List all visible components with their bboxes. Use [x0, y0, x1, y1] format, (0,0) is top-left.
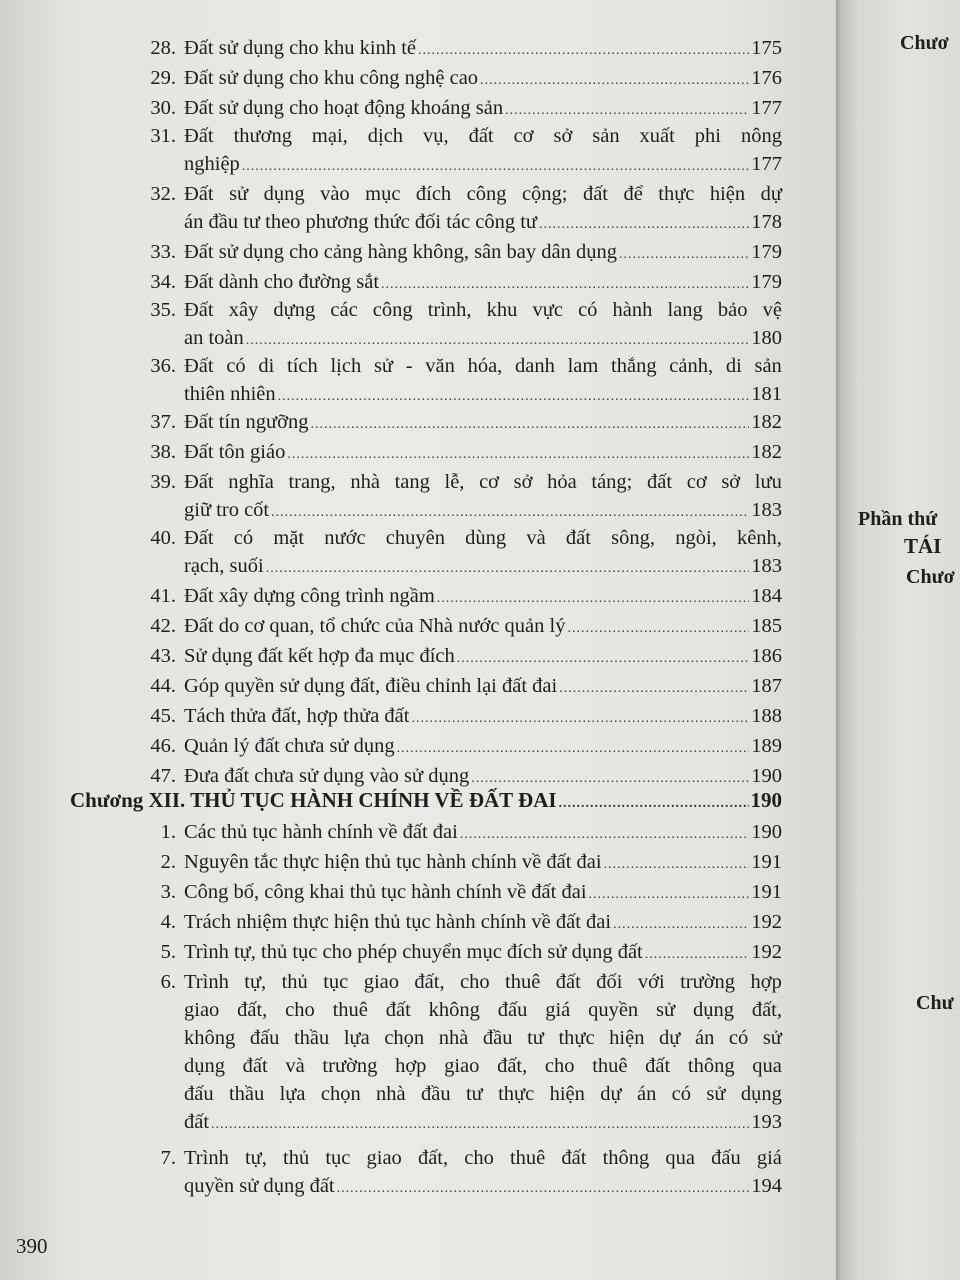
dot-leader: [337, 1175, 750, 1203]
toc-entry-line: [184, 908, 782, 936]
toc-entry: [146, 64, 782, 92]
toc-entry-page: 184: [751, 585, 782, 607]
toc-entry-page: 189: [751, 735, 782, 757]
toc-entry-title: Trình tự, thủ tục cho phép chuyển mục đích sử dụng đất: [184, 941, 643, 963]
toc-entry-page: 177: [751, 153, 782, 175]
toc-entry-number: 5.: [160, 941, 176, 963]
toc-entry-number: 28.: [150, 37, 176, 59]
toc-entry-title: Đất sử dụng cho khu công nghệ cao: [184, 67, 479, 89]
toc-entry-title: Đất sử dụng cho khu kinh tế: [184, 37, 417, 59]
toc-entry-line: đấu thầu lựa chọn nhà đầu tư thực hiện dự án có sử dụng: [184, 1083, 782, 1105]
toc-entry: [146, 438, 782, 466]
toc-entry-page: 190: [751, 821, 782, 843]
toc-entry-line: [184, 848, 782, 876]
toc-entry-line: [184, 238, 782, 266]
toc-entry-line: Đất xây dựng các công trình, khu vực có hành lang bảo vệ: [184, 299, 782, 321]
dot-leader: [471, 765, 749, 793]
toc-entry: [146, 296, 782, 352]
toc-entry-line: [184, 1108, 782, 1136]
toc-entry: [146, 94, 782, 122]
toc-entry-title: an toàn: [184, 327, 244, 349]
toc-entry-number: 36.: [150, 355, 176, 377]
toc-entry-line: Đất sử dụng vào mục đích công cộng; đất để thực hiện dự: [184, 183, 782, 205]
right-page-title-fragment: TÁI: [904, 534, 942, 558]
toc-entry: [146, 818, 782, 846]
toc-entry-page: 177: [751, 97, 782, 119]
toc-entry-title: Công bố, công khai thủ tục hành chính về đất đai: [184, 881, 587, 903]
toc-entry-page: 179: [751, 271, 782, 293]
dot-leader: [480, 67, 749, 95]
toc-entry-number: 44.: [150, 675, 176, 697]
toc-entry-page: 183: [751, 555, 782, 577]
toc-entry-number: 45.: [150, 705, 176, 727]
toc-entry-page: 193: [751, 1111, 782, 1133]
toc-entry-title: Đất sử dụng cho hoạt động khoáng sản: [184, 97, 504, 119]
toc-entry-line: [184, 878, 782, 906]
toc-entry-number: 38.: [150, 441, 176, 463]
toc-entry-line: [184, 324, 782, 352]
toc-entry-line: [184, 496, 782, 524]
toc-entry: [146, 732, 782, 760]
toc-entry-line: [184, 1172, 782, 1200]
dot-leader: [539, 211, 749, 239]
toc-entry-page: 191: [751, 881, 782, 903]
dot-leader: [418, 37, 749, 65]
toc-entry-number: 3.: [160, 881, 176, 903]
toc-entry: [146, 352, 782, 408]
toc-entry-number: 4.: [160, 911, 176, 933]
dot-leader: [505, 97, 749, 125]
dot-leader: [460, 821, 749, 849]
dot-leader: [589, 881, 750, 909]
toc-entry-line: Trình tự, thủ tục giao đất, cho thuê đất thông qua đấu giá: [184, 1147, 782, 1169]
toc-entry: [146, 612, 782, 640]
toc-entry-number: 39.: [150, 471, 176, 493]
toc-entry-title: Tách thửa đất, hợp thửa đất: [184, 705, 410, 727]
toc-entry-line: Đất có di tích lịch sử - văn hóa, danh lam thắng cảnh, di sản: [184, 355, 782, 377]
dot-leader: [397, 735, 750, 763]
toc-entry-title: Đất dành cho đường sắt: [184, 271, 380, 293]
toc-entry: [146, 408, 782, 436]
toc-entry-line: [184, 672, 782, 700]
toc-entry: [146, 268, 782, 296]
toc-entry-line: [184, 818, 782, 846]
toc-entry-line: [184, 150, 782, 178]
toc-entry-line: [184, 938, 782, 966]
toc-entry-line: [184, 642, 782, 670]
toc-entry-page: 190: [751, 765, 782, 787]
right-page-chapter-fragment-3: Chư: [916, 992, 954, 1014]
dot-leader: [559, 796, 749, 812]
toc-entry-line: [184, 268, 782, 296]
dot-leader: [278, 383, 750, 411]
dot-leader: [645, 941, 750, 969]
toc-entry-number: 6.: [160, 971, 176, 993]
chapter-page: 190: [750, 788, 782, 812]
toc-entry-title: Nguyên tắc thực hiện thủ tục hành chính về đất đai: [184, 851, 602, 873]
toc-entry-number: 43.: [150, 645, 176, 667]
toc-entry-number: 37.: [150, 411, 176, 433]
toc-entry-title: giữ tro cốt: [184, 499, 270, 521]
toc-entry-number: 2.: [160, 851, 176, 873]
toc-entry-number: 46.: [150, 735, 176, 757]
toc-entry: [146, 702, 782, 730]
toc-entry-line: Đất nghĩa trang, nhà tang lễ, cơ sở hỏa táng; đất cơ sở lưu: [184, 471, 782, 493]
toc-entry-line: [184, 552, 782, 580]
toc-entry-line: [184, 208, 782, 236]
dot-leader: [287, 441, 749, 469]
toc-entry-page: 187: [751, 675, 782, 697]
dot-leader: [559, 675, 749, 703]
dot-leader: [411, 705, 749, 733]
dot-leader: [457, 645, 749, 673]
toc-entry: [146, 524, 782, 580]
toc-entry-line: [184, 64, 782, 92]
toc-entry-page: 188: [751, 705, 782, 727]
toc-entry-page: 179: [751, 241, 782, 263]
toc-entry: [146, 908, 782, 936]
toc-entry-number: 7.: [160, 1147, 176, 1169]
toc-entry-line: [184, 582, 782, 610]
page-number: 390: [16, 1234, 48, 1258]
toc-entry: [146, 1144, 782, 1200]
toc-entry: [146, 468, 782, 524]
toc-entry-page: 192: [751, 941, 782, 963]
dot-leader: [567, 615, 749, 643]
toc-entry-line: Đất có mặt nước chuyên dùng và đất sông, ngòi, kênh,: [184, 527, 782, 549]
toc-entry-number: 42.: [150, 615, 176, 637]
toc-entry: [146, 968, 782, 1136]
right-page-part-fragment: Phần thứ: [858, 508, 938, 530]
toc-entry-number: 47.: [150, 765, 176, 787]
toc-entry-page: 175: [751, 37, 782, 59]
dot-leader: [619, 241, 749, 269]
toc-entry-page: 194: [751, 1175, 782, 1197]
toc-entry-title: Quản lý đất chưa sử dụng: [184, 735, 395, 757]
toc-entry-number: 32.: [150, 183, 176, 205]
toc-entry-number: 34.: [150, 271, 176, 293]
toc-entry-title: Đất sử dụng cho cảng hàng không, sân bay dân dụng: [184, 241, 617, 263]
toc-entry-page: 182: [751, 441, 782, 463]
toc-entry: [146, 672, 782, 700]
toc-entry-line: [184, 34, 782, 62]
dot-leader: [604, 851, 750, 879]
toc-entry-line: dụng đất và trường hợp giao đất, cho thuê đất thông qua: [184, 1055, 782, 1077]
toc-entry-title: Đất do cơ quan, tổ chức của Nhà nước quản lý: [184, 615, 566, 637]
page-fold-shadow: [836, 0, 842, 1280]
toc-entry-line: Trình tự, thủ tục giao đất, cho thuê đất đối với trường hợp: [184, 971, 782, 993]
toc-entry-line: [184, 380, 782, 408]
toc-entry-title: Sử dụng đất kết hợp đa mục đích: [184, 645, 455, 667]
toc-entry-page: 186: [751, 645, 782, 667]
toc-entry-line: [184, 732, 782, 760]
toc-entry-number: 31.: [150, 125, 176, 147]
toc-entry-title: quyền sử dụng đất: [184, 1175, 335, 1197]
toc-entry-line: giao đất, cho thuê đất không đấu giá quyền sử dụng đất,: [184, 999, 782, 1021]
dot-leader: [271, 499, 749, 527]
toc-entry-number: 30.: [150, 97, 176, 119]
toc-entry-title: án đầu tư theo phương thức đối tác công tư: [184, 211, 538, 233]
right-page-chapter-fragment-2: Chươ: [906, 566, 955, 588]
toc-entry-page: 178: [751, 211, 782, 233]
dot-leader: [246, 327, 749, 355]
toc-entry-line: [184, 612, 782, 640]
toc-entry: [146, 762, 782, 790]
right-page: [836, 0, 960, 1280]
chapter-title: Chương XII. THỦ TỤC HÀNH CHÍNH VỀ ĐẤT ĐAI: [70, 788, 557, 812]
toc-entry: [146, 848, 782, 876]
toc-entry-line: [184, 438, 782, 466]
toc-entry-page: 191: [751, 851, 782, 873]
toc-entry-title: Đất tôn giáo: [184, 441, 286, 463]
toc-entry-page: 192: [751, 911, 782, 933]
toc-entry: [146, 180, 782, 236]
toc-entry-line: [184, 702, 782, 730]
dot-leader: [211, 1111, 749, 1139]
toc-entry-title: đất: [184, 1111, 210, 1133]
toc-entry: [146, 122, 782, 178]
toc-entry-number: 33.: [150, 241, 176, 263]
toc-entry-number: 40.: [150, 527, 176, 549]
dot-leader: [613, 911, 749, 939]
toc-entry-page: 182: [751, 411, 782, 433]
toc-entry-title: rạch, suối: [184, 555, 264, 577]
dot-leader: [266, 555, 750, 583]
toc-entry: [146, 582, 782, 610]
toc-entry: [146, 34, 782, 62]
toc-entry-title: Đưa đất chưa sử dụng vào sử dụng: [184, 765, 470, 787]
toc-entry-title: Đất tín ngưỡng: [184, 411, 309, 433]
toc-entry-line: [184, 408, 782, 436]
toc-entry-title: Đất xây dựng công trình ngầm: [184, 585, 435, 607]
toc-entry-title: nghiệp: [184, 153, 240, 175]
toc-entry-number: 35.: [150, 299, 176, 321]
toc-entry-page: 185: [751, 615, 782, 637]
toc-entry: [146, 642, 782, 670]
toc-entry-line: [184, 94, 782, 122]
toc-entry-page: 180: [751, 327, 782, 349]
toc-entry-number: 29.: [150, 67, 176, 89]
toc-entry-line: Đất thương mại, dịch vụ, đất cơ sở sản xuất phi nông: [184, 125, 782, 147]
toc-entry-number: 41.: [150, 585, 176, 607]
right-page-chapter-fragment: Chươ: [900, 32, 949, 54]
toc-entry: [146, 238, 782, 266]
toc-entry-line: không đấu thầu lựa chọn nhà đầu tư thực hiện dự án có sử: [184, 1027, 782, 1049]
toc-entry-number: 1.: [160, 821, 176, 843]
toc-entry-title: thiên nhiên: [184, 383, 276, 405]
dot-leader: [310, 411, 749, 439]
toc-entry-page: 176: [751, 67, 782, 89]
toc-entry-title: Trách nhiệm thực hiện thủ tục hành chính về đất đai: [184, 911, 612, 933]
dot-leader: [381, 271, 749, 299]
toc-entry-title: Góp quyền sử dụng đất, điều chỉnh lại đất đai: [184, 675, 558, 697]
toc-entry-title: Các thủ tục hành chính về đất đai: [184, 821, 458, 843]
dot-leader: [242, 153, 749, 181]
toc-entry-page: 181: [751, 383, 782, 405]
toc-entry: [146, 878, 782, 906]
dot-leader: [437, 585, 749, 613]
toc-entry-line: [184, 762, 782, 790]
toc-entry-page: 183: [751, 499, 782, 521]
toc-entry: [146, 938, 782, 966]
